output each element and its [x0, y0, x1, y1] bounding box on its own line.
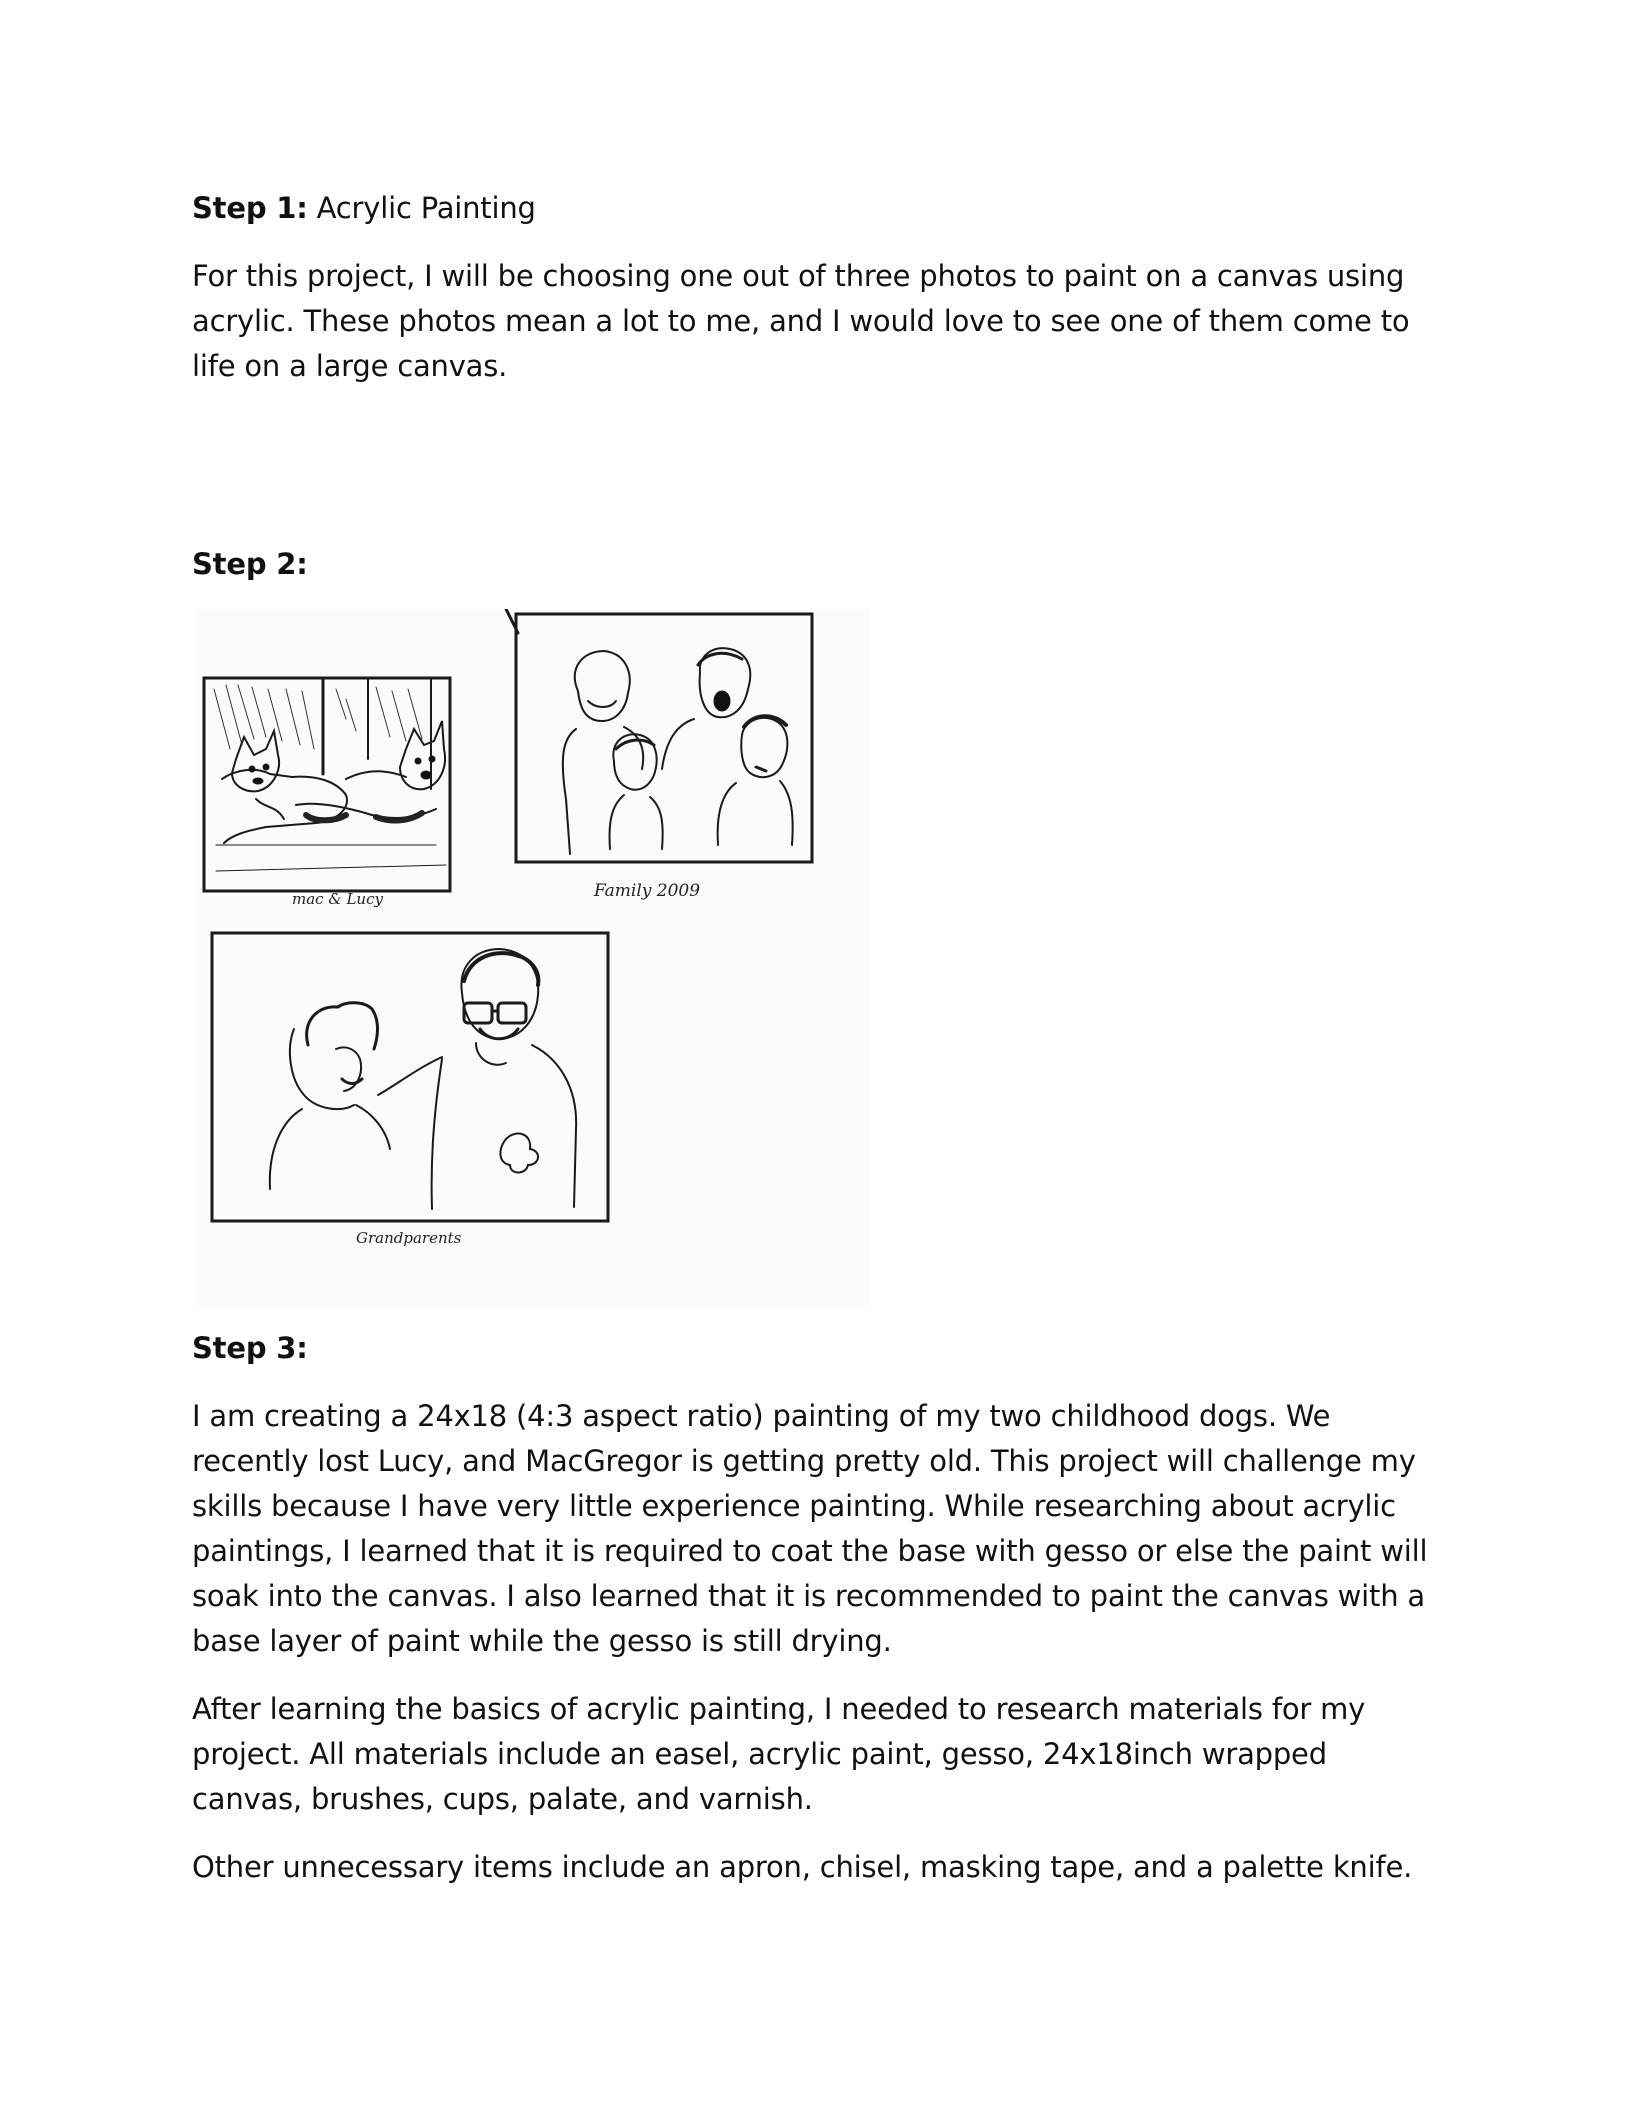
sketch-paper [196, 609, 870, 1305]
step2-label: Step 2: [192, 547, 308, 581]
step3-paragraph-1: I am creating a 24x18 (4:3 aspect ratio) painting of my two childhood dogs. We recently lost Lucy, and MacGregor is getting pretty old. This project will challenge my skills because I have very little experience painting. While researching about acrylic paintings, I learned that it is required to coat the base with gesso or else the paint will soak into the canvas. I also learned that it is recommended to paint the canvas with a base layer of paint while the gesso is still drying. [192, 1399, 1428, 1658]
thumbnail-sketches-image [196, 609, 870, 1305]
dogs-caption: mac & Lucy [292, 890, 383, 908]
step3-paragraph-2: After learning the basics of acrylic painting, I needed to research materials for my project. All materials include an easel, acrylic paint, gesso, 24x18inch wrapped canvas, brushes, cups, palate, and varnish. [192, 1692, 1366, 1816]
step1-paragraph: For this project, I will be choosing one out of three photos to paint on a canvas using acrylic. These photos mean a lot to me, and I would love to see one of them come to life on a large canvas. [192, 259, 1410, 383]
step1-title: Acrylic Painting [307, 191, 536, 225]
grandparents-caption: Grandparents [356, 1229, 462, 1247]
step3-heading [192, 1326, 1442, 1371]
sketches-drawing [196, 609, 870, 1305]
step3-label: Step 3: [192, 1331, 308, 1365]
step2-heading [192, 542, 1442, 587]
step3-paragraph-3: Other unnecessary items include an apron, chisel, masking tape, and a palette knife. [192, 1850, 1413, 1884]
step1-heading [192, 186, 1442, 231]
family-caption: Family 2009 [594, 881, 701, 901]
step1-label: Step 1: [192, 191, 308, 225]
